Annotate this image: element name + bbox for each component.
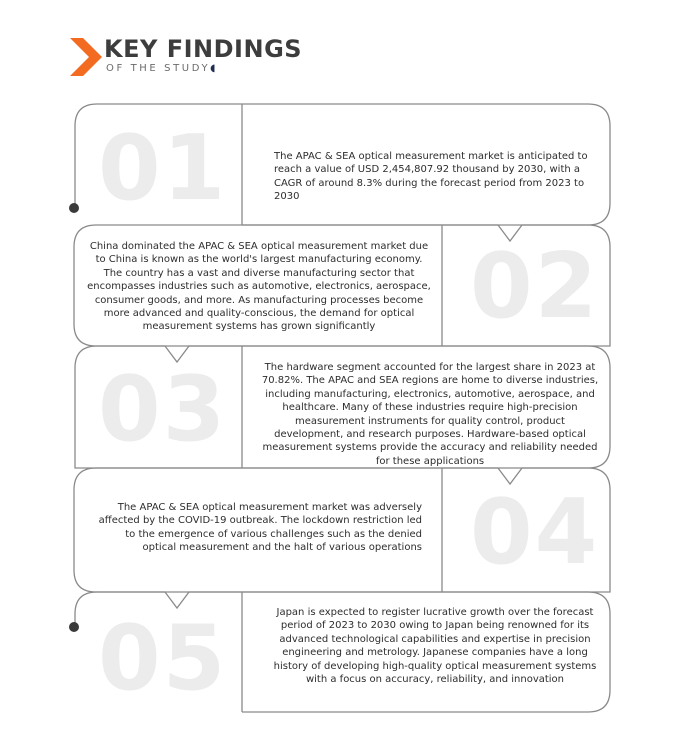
finding-text-02: China dominated the APAC & SEA optical measurement market due to China is known as the world's largest manufacturing economy. The country has a vast and diverse manufacturing sector that encompasses industries such as automotive, electronics, aerospace, consumer goods, and more. As manufacturing processes become more advanced and quality-conscious, the demand for optical measurement systems has grown significantly (87, 241, 431, 333)
page-subtitle-text: OF THE STUDY (106, 63, 211, 74)
page-subtitle (106, 63, 215, 74)
timeline-dot-05 (69, 622, 79, 632)
finding-number-01: 01 (98, 116, 228, 221)
finding-text-04: The APAC & SEA optical measurement market was adversely affected by the COVID-19 outbreak. The lockdown restriction led to the emergence of various challenges such as the denied optical measurement and the halt of various operations (98, 502, 422, 554)
finding-number-03: 03 (98, 357, 228, 462)
timeline-dot-01 (69, 203, 79, 213)
finding-text-03: The hardware segment accounted for the largest share in 2023 at 70.82%. The APAC and SEA regions are home to diverse industries, including manufacturing, electronics, automotive, aerospace, and healthcare. Many of these industries require high-precision measurement instruments for quality control, product development, and research purposes. Hardware-based optical measurement systems provide the accuracy and reliability needed for these applications (261, 362, 599, 467)
finding-number-05: 05 (98, 606, 228, 711)
finding-number-02: 02 (470, 234, 600, 339)
finding-text-01: The APAC & SEA optical measurement market is anticipated to reach a value of USD 2,454,807.92 thousand by 2030, with a CAGR of around 8.3% during the forecast period from 2023 to 2030 (274, 151, 588, 203)
chevron-arrow-icon (70, 38, 102, 76)
finding-number-04: 04 (470, 480, 600, 585)
page-title: KEY FINDINGS (104, 35, 303, 63)
finding-text-05: Japan is expected to register lucrative growth over the forecast period of 2023 to 2030 owing to Japan being renowned for its advanced technological capabilities and expertise in precision engineering and metrology. Japanese companies have a long history of developing high-quality optical measurement systems with a focus on accuracy, reliability, and innovation (273, 607, 597, 686)
crescent-icon: ◖ (210, 63, 216, 74)
